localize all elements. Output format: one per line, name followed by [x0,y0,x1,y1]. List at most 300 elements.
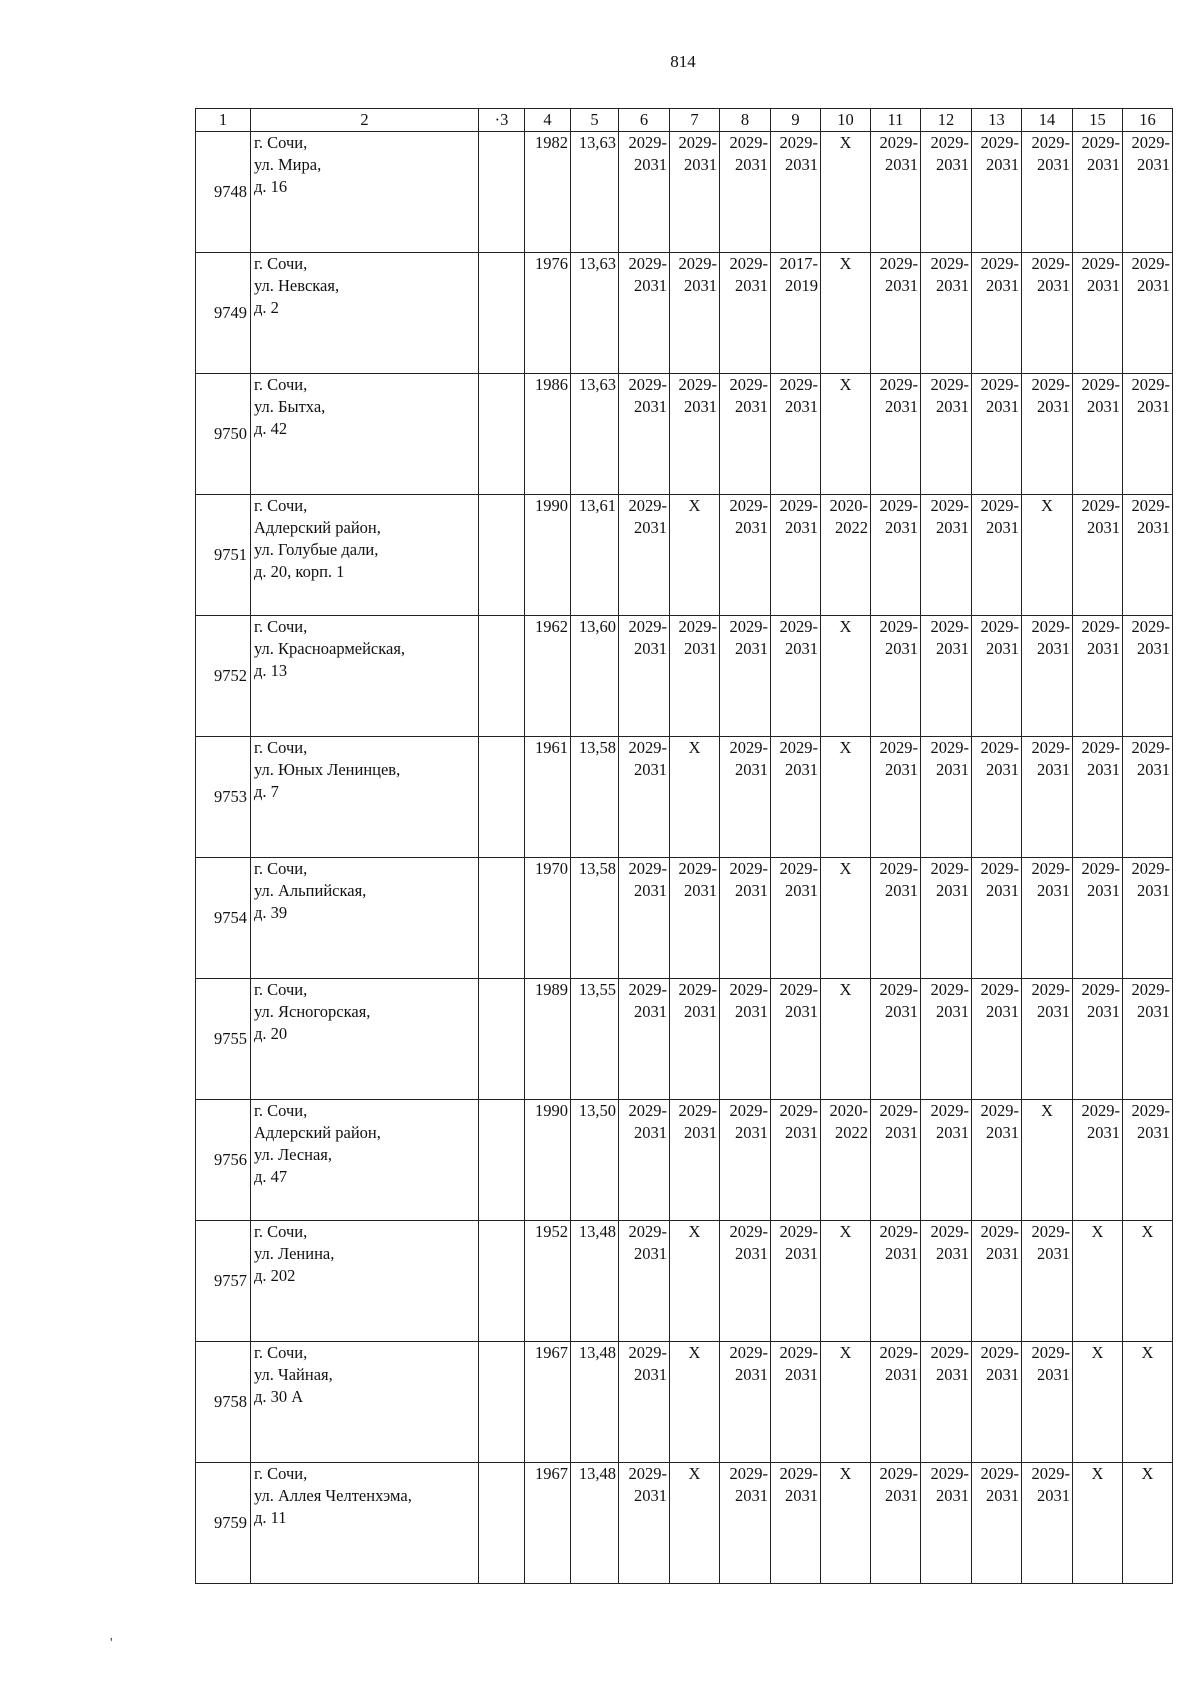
period-cell-col-13 [972,495,1022,616]
address-cell [251,737,479,858]
period-cell-col-6 [619,253,670,374]
period-cell-col-15 [1073,495,1123,616]
period-cell-col-14 [1022,979,1073,1100]
period-cell-col-8 [720,858,771,979]
period-cell-col-11 [871,253,921,374]
period-value: X [688,738,701,757]
address-line: д. 42 [254,419,288,438]
period-cell-col-16 [1123,616,1173,737]
row-number: 9754 [196,858,251,979]
period-value: 2029- 2031 [980,375,1019,416]
period-value: 2029- 2031 [879,1222,918,1263]
address-line: ул. Мира, [254,155,322,174]
period-cell-col-15 [1073,979,1123,1100]
period-cell-col-10 [821,858,871,979]
period-cell-col-10 [821,616,871,737]
period-cell-col-13 [972,132,1022,253]
period-value: 2029- 2031 [779,1464,818,1505]
scan-mark: ' [110,1636,113,1651]
period-value: 2029- 2031 [930,1343,969,1384]
period-value: 2029- 2031 [1031,617,1070,658]
year-cell: 1982 [525,132,571,253]
period-cell-col-14 [1022,616,1073,737]
address-line: ул. Юных Ленинцев, [254,760,401,779]
year-cell: 1952 [525,1221,571,1342]
period-cell-col-6 [619,1100,670,1221]
period-cell-col-11 [871,616,921,737]
address-cell [251,1342,479,1463]
period-cell-col-14 [1022,1463,1073,1584]
period-value: 2029- 2031 [1081,1101,1120,1142]
row-number: 9749 [196,253,251,374]
table-row [196,1100,1173,1221]
period-cell-col-10 [821,374,871,495]
period-cell-col-12 [921,1342,972,1463]
period-cell-col-12 [921,858,972,979]
period-value: 2029- 2031 [930,617,969,658]
period-cell-col-6 [619,1463,670,1584]
period-cell-col-6 [619,616,670,737]
row-number: 9758 [196,1342,251,1463]
col-3-cell [479,737,525,858]
period-cell-col-6 [619,858,670,979]
period-value: 2029- 2031 [980,617,1019,658]
period-cell-col-6 [619,1221,670,1342]
period-cell-col-16 [1123,1221,1173,1342]
period-value: 2029- 2031 [1081,738,1120,779]
period-value: 2029- 2031 [1081,617,1120,658]
address-line: ул. Голубые дали, [254,540,379,559]
address-cell [251,374,479,495]
period-value: 2029- 2031 [879,617,918,658]
period-value: 2029- 2031 [980,133,1019,174]
row-number: 9759 [196,1463,251,1584]
period-cell-col-9 [771,1342,821,1463]
address-line: д. 30 А [254,1387,304,1406]
period-cell-col-14 [1022,737,1073,858]
period-value: 2029- 2031 [1131,496,1170,537]
period-value: 2029- 2031 [628,1343,667,1384]
period-cell-col-10 [821,1463,871,1584]
year-cell: 1962 [525,616,571,737]
address-cell [251,1100,479,1221]
period-value: 2029- 2031 [678,980,717,1021]
column-header-13: 13 [972,109,1022,132]
period-cell-col-12 [921,495,972,616]
period-value: 2029- 2031 [628,1464,667,1505]
address-line: г. Сочи, [254,496,308,515]
period-value: X [1091,1222,1104,1241]
address-line: ул. Альпийская, [254,881,367,900]
period-value: 2029- 2031 [729,980,768,1021]
year-cell: 1989 [525,979,571,1100]
period-cell-col-10 [821,737,871,858]
period-cell-col-8 [720,132,771,253]
column-header-8: 8 [720,109,771,132]
value-cell: 13,58 [571,858,619,979]
period-value: 2029- 2031 [879,133,918,174]
period-value: 2029- 2031 [930,375,969,416]
address-line: г. Сочи, [254,1464,308,1483]
period-cell-col-7 [670,1100,720,1221]
period-cell-col-10 [821,495,871,616]
row-number: 9753 [196,737,251,858]
page-number: 814 [670,52,696,71]
period-cell-col-9 [771,1463,821,1584]
period-cell-col-6 [619,979,670,1100]
column-header-9: 9 [771,109,821,132]
period-value: 2029- 2031 [1081,133,1120,174]
address-line: ул. Аллея Челтенхэма, [254,1486,412,1505]
row-number: 9748 [196,132,251,253]
period-value: 2029- 2031 [729,1101,768,1142]
period-cell-col-9 [771,737,821,858]
row-number: 9757 [196,1221,251,1342]
period-cell-col-6 [619,1342,670,1463]
period-cell-col-10 [821,1221,871,1342]
value-cell: 13,48 [571,1342,619,1463]
period-cell-col-8 [720,1221,771,1342]
period-value: 2029- 2031 [930,1101,969,1142]
row-number: 9750 [196,374,251,495]
address-line: д. 13 [254,661,288,680]
period-cell-col-10 [821,1100,871,1221]
year-cell: 1976 [525,253,571,374]
period-value: 2029- 2031 [1081,496,1120,537]
period-cell-col-12 [921,979,972,1100]
period-cell-col-13 [972,737,1022,858]
period-value: 2029- 2031 [1081,375,1120,416]
period-cell-col-12 [921,737,972,858]
period-cell-col-14 [1022,495,1073,616]
address-cell [251,253,479,374]
period-value: X [688,1222,701,1241]
period-value: 2029- 2031 [729,1222,768,1263]
address-line: г. Сочи, [254,1101,308,1120]
column-header-6: 6 [619,109,670,132]
period-value: 2029- 2031 [930,980,969,1021]
period-cell-col-11 [871,374,921,495]
period-cell-col-12 [921,132,972,253]
period-cell-col-16 [1123,1100,1173,1221]
address-line: г. Сочи, [254,738,308,757]
period-value: X [1141,1343,1154,1362]
period-value: 2029- 2031 [930,738,969,779]
period-cell-col-16 [1123,374,1173,495]
address-line: г. Сочи, [254,1222,308,1241]
period-value: 2029- 2031 [1131,617,1170,658]
period-cell-col-14 [1022,253,1073,374]
value-cell: 13,48 [571,1463,619,1584]
value-cell: 13,61 [571,495,619,616]
period-value: 2029- 2031 [628,859,667,900]
period-cell-col-7 [670,616,720,737]
address-line: д. 39 [254,903,288,922]
period-value: X [688,1343,701,1362]
period-cell-col-10 [821,132,871,253]
period-cell-col-15 [1073,858,1123,979]
address-line: д. 20 [254,1024,288,1043]
period-cell-col-9 [771,1100,821,1221]
period-value: 2029- 2031 [1031,738,1070,779]
address-cell [251,616,479,737]
row-number: 9751 [196,495,251,616]
period-value: X [1091,1464,1104,1483]
value-cell: 13,48 [571,1221,619,1342]
period-cell-col-16 [1123,737,1173,858]
period-value: X [839,980,852,999]
period-cell-col-11 [871,1100,921,1221]
period-cell-col-11 [871,132,921,253]
value-cell: 13,58 [571,737,619,858]
period-cell-col-16 [1123,495,1173,616]
column-header-3: ·3 [479,109,525,132]
period-cell-col-10 [821,1342,871,1463]
col-3-cell [479,616,525,737]
table-row [196,1342,1173,1463]
address-line: Адлерский район, [254,518,381,537]
period-cell-col-13 [972,858,1022,979]
period-value: 2029- 2031 [729,617,768,658]
period-value: 2029- 2031 [1131,254,1170,295]
period-value: X [839,254,852,273]
period-cell-col-14 [1022,858,1073,979]
period-cell-col-8 [720,979,771,1100]
period-cell-col-9 [771,132,821,253]
period-cell-col-10 [821,253,871,374]
period-cell-col-6 [619,374,670,495]
period-cell-col-16 [1123,1463,1173,1584]
year-cell: 1990 [525,1100,571,1221]
column-header-10: 10 [821,109,871,132]
period-value: 2029- 2031 [1031,375,1070,416]
repair-schedule-table [195,108,1173,1584]
period-value: 2029- 2031 [1081,254,1120,295]
address-line: д. 202 [254,1266,296,1285]
period-cell-col-12 [921,253,972,374]
period-value: 2029- 2031 [678,375,717,416]
period-cell-col-7 [670,1221,720,1342]
period-value: 2029- 2031 [628,254,667,295]
period-value: 2029- 2031 [678,859,717,900]
period-value: 2020- 2022 [829,1101,868,1142]
period-value: 2020- 2022 [829,496,868,537]
period-value: 2029- 2031 [779,859,818,900]
period-value: 2029- 2031 [779,1343,818,1384]
table-row [196,1463,1173,1584]
year-cell: 1961 [525,737,571,858]
col-3-cell [479,1100,525,1221]
table-row [196,253,1173,374]
period-cell-col-9 [771,253,821,374]
period-cell-col-12 [921,1221,972,1342]
table-row [196,979,1173,1100]
column-header-16: 16 [1123,109,1173,132]
period-cell-col-7 [670,374,720,495]
column-header-11: 11 [871,109,921,132]
address-line: ул. Ясногорская, [254,1002,371,1021]
period-value: 2029- 2031 [779,375,818,416]
period-value: 2029- 2031 [779,133,818,174]
period-value: X [1041,1101,1053,1120]
value-cell: 13,63 [571,374,619,495]
period-cell-col-12 [921,374,972,495]
period-cell-col-7 [670,979,720,1100]
col-3-cell [479,374,525,495]
period-value: 2029- 2031 [980,859,1019,900]
period-cell-col-14 [1022,1221,1073,1342]
period-value: 2029- 2031 [879,980,918,1021]
address-line: ул. Бытха, [254,397,326,416]
period-cell-col-13 [972,374,1022,495]
period-value: 2029- 2031 [779,738,818,779]
period-value: 2029- 2031 [729,254,768,295]
address-cell [251,1463,479,1584]
period-value: 2029- 2031 [779,1222,818,1263]
period-cell-col-16 [1123,253,1173,374]
address-line: г. Сочи, [254,375,308,394]
period-cell-col-12 [921,1463,972,1584]
period-value: X [688,1464,701,1483]
period-cell-col-13 [972,979,1022,1100]
period-value: 2029- 2031 [1031,1343,1070,1384]
period-value: 2029- 2031 [628,980,667,1021]
period-value: 2029- 2031 [628,1222,667,1263]
period-cell-col-7 [670,495,720,616]
address-cell [251,132,479,253]
period-value: 2029- 2031 [930,496,969,537]
period-cell-col-6 [619,737,670,858]
period-value: 2029- 2031 [678,617,717,658]
period-value: X [1141,1222,1154,1241]
year-cell: 1970 [525,858,571,979]
period-cell-col-7 [670,1342,720,1463]
column-header-2: 2 [251,109,479,132]
address-line: ул. Лесная, [254,1145,333,1164]
period-value: 2029- 2031 [980,1222,1019,1263]
address-line: Адлерский район, [254,1123,381,1142]
period-cell-col-6 [619,132,670,253]
period-value: 2029- 2031 [1131,738,1170,779]
period-value: X [839,859,852,878]
address-line: д. 11 [254,1508,287,1527]
period-value: 2029- 2031 [980,1464,1019,1505]
period-value: 2029- 2031 [1031,1222,1070,1263]
period-value: 2029- 2031 [980,980,1019,1021]
col-3-cell [479,858,525,979]
period-cell-col-15 [1073,1463,1123,1584]
address-line: д. 47 [254,1167,288,1186]
table-row [196,132,1173,253]
value-cell: 13,55 [571,979,619,1100]
year-cell: 1967 [525,1463,571,1584]
period-value: 2029- 2031 [729,859,768,900]
year-cell: 1990 [525,495,571,616]
period-value: X [839,1343,852,1362]
address-cell [251,979,479,1100]
address-line: г. Сочи, [254,617,308,636]
period-value: X [839,617,852,636]
period-value: 2029- 2031 [628,617,667,658]
period-cell-col-7 [670,858,720,979]
period-cell-col-9 [771,616,821,737]
period-cell-col-11 [871,495,921,616]
column-header-12: 12 [921,109,972,132]
period-value: X [839,1222,852,1241]
period-value: 2029- 2031 [678,1101,717,1142]
period-cell-col-15 [1073,1342,1123,1463]
period-cell-col-11 [871,737,921,858]
period-cell-col-11 [871,858,921,979]
period-cell-col-9 [771,1221,821,1342]
period-value: X [1141,1464,1154,1483]
column-header-15: 15 [1073,109,1123,132]
address-cell [251,495,479,616]
col-3-cell [479,979,525,1100]
value-cell: 13,63 [571,253,619,374]
table-row [196,1221,1173,1342]
period-value: 2029- 2031 [980,496,1019,537]
period-value: 2029- 2031 [980,254,1019,295]
period-cell-col-7 [670,737,720,858]
address-line: д. 20, корп. 1 [254,562,345,581]
table-row [196,858,1173,979]
address-line: ул. Невская, [254,276,340,295]
period-value: 2029- 2031 [1131,375,1170,416]
period-cell-col-9 [771,979,821,1100]
period-value: 2029- 2031 [628,1101,667,1142]
table-body [196,132,1173,1584]
column-header-5: 5 [571,109,619,132]
period-cell-col-10 [821,979,871,1100]
period-value: 2029- 2031 [729,496,768,537]
period-cell-col-8 [720,495,771,616]
period-cell-col-7 [670,1463,720,1584]
period-value: 2029- 2031 [930,133,969,174]
col-3-cell [479,1342,525,1463]
column-number-row [196,109,1173,132]
period-cell-col-13 [972,253,1022,374]
period-value: 2029- 2031 [980,1101,1019,1142]
period-value: 2029- 2031 [930,1222,969,1263]
table-row [196,495,1173,616]
period-value: 2029- 2031 [628,133,667,174]
period-value: 2029- 2031 [1031,133,1070,174]
address-line: г. Сочи, [254,254,308,273]
period-value: X [839,375,852,394]
col-3-cell [479,495,525,616]
period-cell-col-9 [771,858,821,979]
row-number: 9756 [196,1100,251,1221]
period-cell-col-7 [670,253,720,374]
period-value: 2029- 2031 [1031,859,1070,900]
column-header-4: 4 [525,109,571,132]
period-cell-col-9 [771,374,821,495]
year-cell: 1986 [525,374,571,495]
year-cell: 1967 [525,1342,571,1463]
period-value: 2029- 2031 [779,496,818,537]
column-header-14: 14 [1022,109,1073,132]
period-cell-col-16 [1123,858,1173,979]
table-row [196,616,1173,737]
period-value: 2029- 2031 [1031,1464,1070,1505]
address-line: д. 7 [254,782,279,801]
address-line: ул. Ленина, [254,1244,335,1263]
period-cell-col-8 [720,1463,771,1584]
period-value: 2029- 2031 [879,1101,918,1142]
address-line: г. Сочи, [254,980,308,999]
period-cell-col-8 [720,253,771,374]
